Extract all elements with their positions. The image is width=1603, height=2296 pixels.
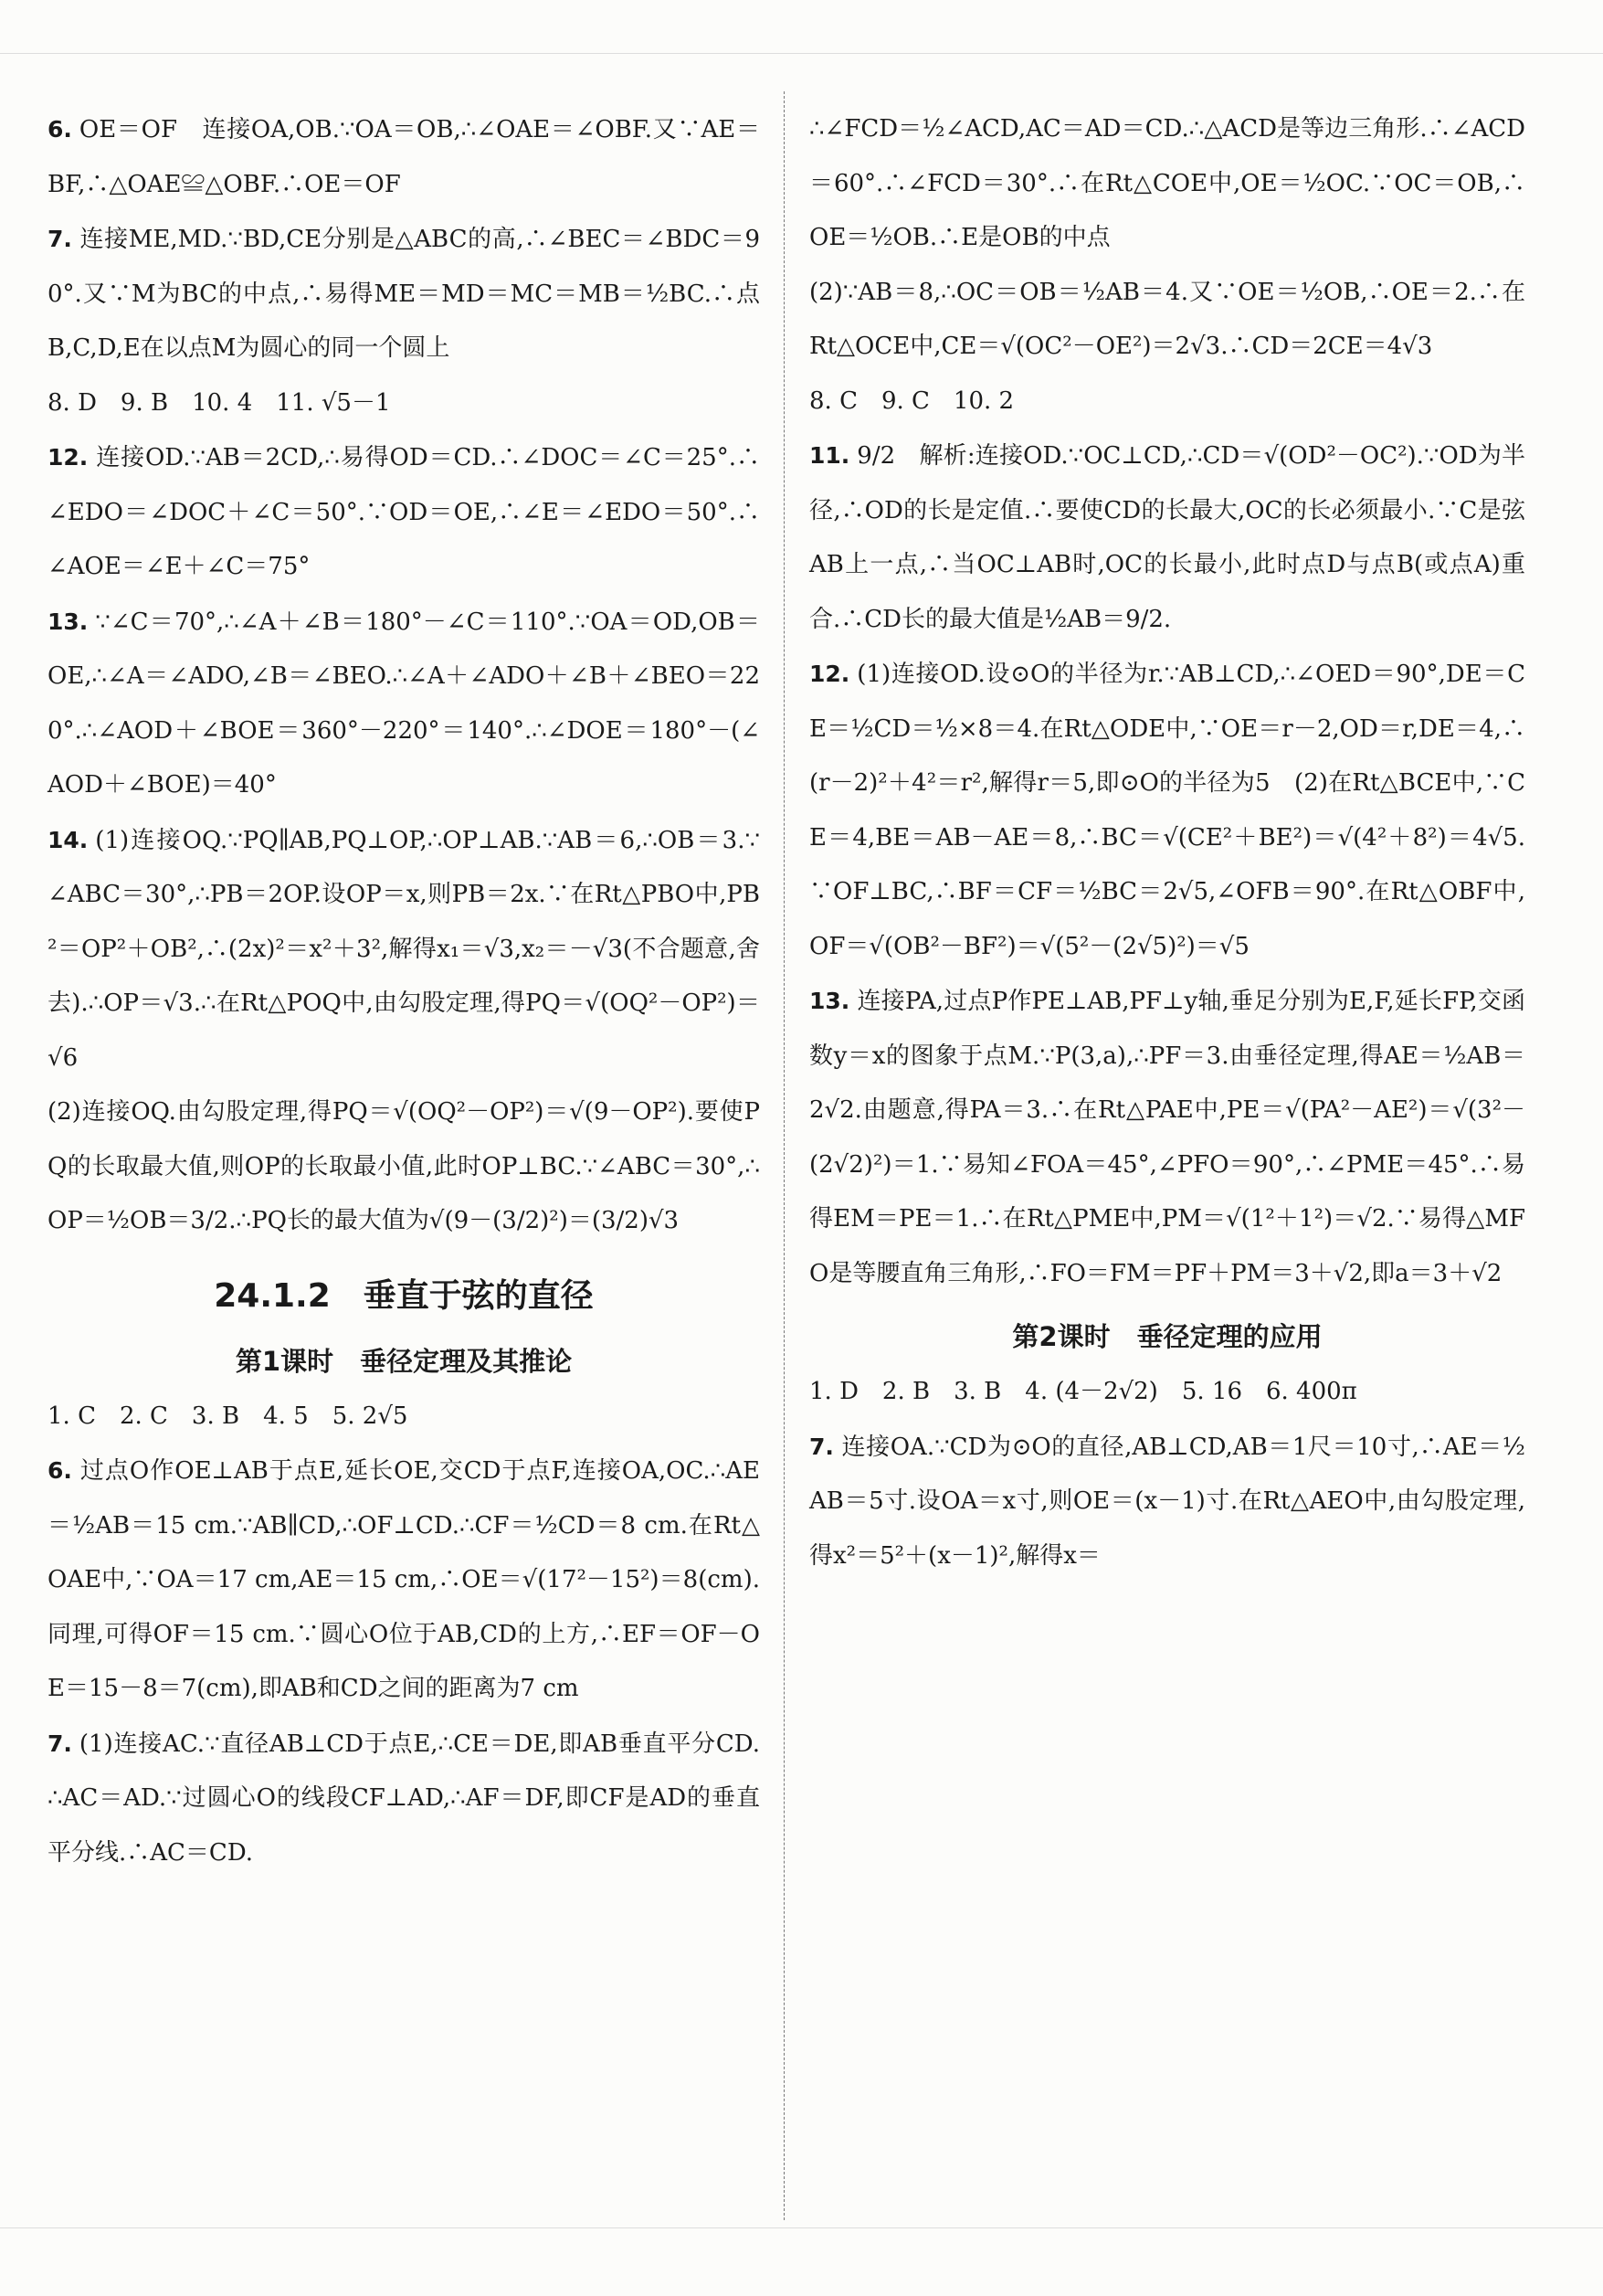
answer-text: 1. C 2. C 3. B 4. 5 5. 2√5 [47,1402,408,1430]
answer-number: 6. [47,1457,72,1484]
answer-text: (1)连接OQ.∵PQ∥AB,PQ⊥OP,∴OP⊥AB.∵AB＝6,∴OB＝3.∵∠ABC＝30°,∴PB＝2OP.设OP＝x,则PB＝2x.∵在Rt△PBO中,PB²＝OP²＋OB²,∴(2x)²＝x²＋3²,解得x₁＝√3,x₂＝－√3(不合题意,舍去).∴OP＝√3.∴在Rt△POQ中,由勾股定理,得PQ＝√(OQ²－OP²)＝√6 [47,826,760,1072]
right-answers-part2 [809,1365,1525,1583]
right-answers-part1 [809,102,1525,1301]
lesson-2-title: 第2课时 垂径定理的应用 [1012,1321,1323,1352]
answer-item [47,813,760,1086]
top-rule [0,53,1603,54]
answer-text: 8. C 9. C 10. 2 [809,386,1015,415]
right-column [809,102,1525,1583]
answer-text: 连接ME,MD.∵BD,CE分别是△ABC的高,∴∠BEC＝∠BDC＝90°.又∵M为BC的中点,∴易得ME＝MD＝MC＝MB＝½BC.∴点B,C,D,E在以点M为圆心的同一个圆上 [47,226,760,362]
answer-item [47,102,760,212]
answer-item [47,1390,760,1444]
answer-item [47,212,760,376]
answer-text: (2)∵AB＝8,∴OC＝OB＝½AB＝4.又∵OE＝½OB,∴OE＝2.∴在Rt△OCE中,CE＝√(OC²－OE²)＝2√3.∴CD＝2CE＝4√3 [809,278,1525,360]
answer-number: 11. [809,442,850,469]
answer-text: (1)连接OD.设⊙O的半径为r.∵AB⊥CD,∴∠OED＝90°,DE＝CE＝½CD＝½×8＝4.在Rt△ODE中,∵OE＝r－2,OD＝r,DE＝4,∴(r－2)²＋4²＝r²,解得r＝5,即⊙O的半径为5 (2)在Rt△BCE中,∵CE＝4,BE＝AB－AE＝8,∴BC＝√(CE²＋BE²)＝√(4²＋8²)＝4√5.∵OF⊥BC,∴BF＝CF＝½BC＝2√5,∠OFB＝90°.在Rt△OBF中,OF＝√(OB²－BF²)＝√(5²－(2√5)²)＝√5 [809,661,1525,960]
answer-number: 12. [47,444,89,471]
answer-item [809,266,1525,375]
answer-text: 9/2 解析:连接OD.∵OC⊥CD,∴CD＝√(OD²－OC²).∵OD为半径,∴OD的长是定值.∴要使CD的长最大,OC的长必须最小.∵C是弦AB上一点,∴当OC⊥AB时,OC的长最小,此时点D与点B(或点A)重合.∴CD长的最大值是½AB＝9/2. [809,442,1525,633]
answer-item [809,974,1525,1301]
answer-number: 7. [47,1730,72,1757]
answer-item [47,1444,760,1717]
left-answers-part2 [47,1390,760,1881]
answer-number: 7. [809,1433,834,1460]
answer-number: 6. [47,116,72,143]
answer-item [809,1420,1525,1584]
answer-text: 8. D 9. B 10. 4 11. √5－1 [47,388,391,417]
answer-item [809,102,1525,266]
answer-text: 连接PA,过点P作PE⊥AB,PF⊥y轴,垂足分别为E,F,延长FP,交函数y＝x的图象于点M.∵P(3,a),∴PF＝3.由垂径定理,得AE＝½AB＝2√2.由题意,得PA＝3.∴在Rt△PAE中,PE＝√(PA²－AE²)＝√(3²－(2√2)²)＝1.∵易知∠FOA＝45°,∠PFO＝90°,∴∠PME＝45°.∴易得EM＝PE＝1.∴在Rt△PME中,PM＝√(1²＋1²)＝√2.∵易得△MFO是等腰直角三角形,∴FO＝FM＝PF＋PM＝3＋√2,即a＝3＋√2 [809,988,1525,1287]
answer-text: (1)连接AC.∵直径AB⊥CD于点E,∴CE＝DE,即AB垂直平分CD.∴AC＝AD.∵过圆心O的线段CF⊥AD,∴AF＝DF,即CF是AD的垂直平分线.∴AC＝CD. [47,1730,760,1867]
answer-item [809,1365,1525,1420]
answer-number: 13. [809,988,850,1014]
answer-number: 13. [47,608,89,635]
answer-text: (2)连接OQ.由勾股定理,得PQ＝√(OQ²－OP²)＝√(9－OP²).要使PQ的长取最大值,则OP的长取最小值,此时OP⊥BC.∵∠ABC＝30°,∴OP＝½OB＝3/2.∴PQ长的最大值为√(9－(3/2)²)＝(3/2)√3 [47,1098,760,1234]
left-column [47,102,760,1880]
answer-item [47,1717,760,1881]
answer-text: ∵∠C＝70°,∴∠A＋∠B＝180°－∠C＝110°.∵OA＝OD,OB＝OE,∴∠A＝∠ADO,∠B＝∠BEO.∴∠A＋∠ADO＋∠B＋∠BEO＝220°.∴∠AOD＋∠BOE＝360°－220°＝140°.∴∠DOE＝180°－(∠AOD＋∠BOE)＝40° [47,608,760,799]
answer-number: 12. [809,661,850,687]
answer-text: 连接OA.∵CD为⊙O的直径,AB⊥CD,AB＝1尺＝10寸,∴AE＝½AB＝5寸.设OA＝x寸,则OE＝(x－1)寸.在Rt△AEO中,由勾股定理,得x²＝5²＋(x－1)²,解得x＝ [809,1433,1525,1570]
bottom-rule [0,2227,1603,2228]
answer-text: ∴∠FCD＝½∠ACD,AC＝AD＝CD.∴△ACD是等边三角形.∴∠ACD＝60°.∴∠FCD＝30°.∴在Rt△COE中,OE＝½OC.∵OC＝OB,∴OE＝½OB.∴E是OB的中点 [809,115,1525,251]
answer-item [47,595,760,813]
column-divider [784,91,785,2220]
answer-number: 7. [47,226,72,252]
answer-item [47,1085,760,1249]
left-answers-part1 [47,102,760,1249]
answer-item [809,647,1525,974]
answer-text: 连接OD.∵AB＝2CD,∴易得OD＝CD.∴∠DOC＝∠C＝25°.∴∠EDO＝∠DOC＋∠C＝50°.∵OD＝OE,∴∠E＝∠EDO＝50°.∴∠AOE＝∠E＋∠C＝75° [47,444,760,580]
answer-item [809,375,1525,429]
answer-text: 1. D 2. B 3. B 4. (4－2√2) 5. 16 6. 400π [809,1378,1357,1405]
answer-item [47,430,760,595]
answer-item [47,376,760,431]
answer-text: OE＝OF 连接OA,OB.∵OA＝OB,∴∠OAE＝∠OBF.又∵AE＝BF,∴△OAE≌△OBF.∴OE＝OF [47,116,760,198]
answer-number: 14. [47,826,89,853]
lesson-1-title: 第1课时 垂径定理及其推论 [235,1345,573,1377]
answer-item [809,429,1525,647]
answer-text: 过点O作OE⊥AB于点E,延长OE,交CD于点F,连接OA,OC.∴AE＝½AB＝15 cm.∵AB∥CD,∴OF⊥CD.∴CF＝½CD＝8 cm.在Rt△OAE中,∵OA＝17 cm,AE＝15 cm,∴OE＝√(17²－15²)＝8(cm).同理,可得OF＝15 cm.∵圆心O位于AB,CD的上方,∴EF＝OF－OE＝15－8＝7(cm),即AB和CD之间的距离为7 cm [47,1457,760,1702]
section-title: 24.1.2 垂直于弦的直径 [214,1276,594,1315]
